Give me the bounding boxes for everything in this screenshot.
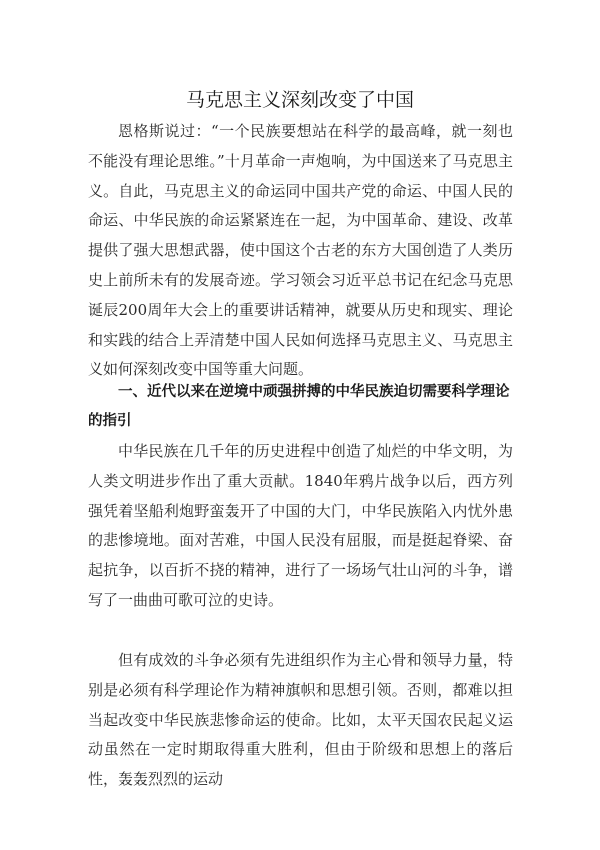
paragraph-struggle: 但有成效的斗争必须有先进组织作为主心骨和领导力量，特别是必须有科学理论作为精神旗帜和思想引领。否则，都难以担当起改变中华民族悲惨命运的使命。比如，太平天国农民起义运动虽然在一定时期取得重大胜利，但由于阶级和思想上的落后性，轰轰烈烈的运动 [88,651,513,789]
document-title: 马克思主义深刻改变了中国 [185,89,414,111]
paragraph-history: 中华民族在几千年的历史进程中创造了灿烂的中华文明，为人类文明进步作出了重大贡献。1840年鸦片战争以后，西方列强凭着坚船利炮野蛮轰开了中国的大门，中华民族陷入内忧外患的悲惨境地。面对苦难，中国人民没有屈服，而是挺起脊梁、奋起抗争，以百折不挠的精神，进行了一场场气壮山河的斗争，谱写了一曲曲可歌可泣的史诗。 [88,442,513,609]
section-heading-1: 一、近代以来在逆境中顽强拼搏的中华民族迫切需要科学理论的指引 [88,384,510,429]
paragraph-intro: 恩格斯说过：“一个民族要想站在科学的最高峰，就一刻也不能没有理论思维。”十月革命一声炮响，为中国送来了马克思主义。自此，马克思主义的命运同中国共产党的命运、中国人民的命运、中华民族的命运紧紧连在一起，为中国革命、建设、改革提供了强大思想武器，使中国这个古老的东方大国创造了人类历史上前所未有的发展奇迹。学习领会习近平总书记在纪念马克思诞辰200周年大会上的重要讲话精神，就要从历史和现实、理论和实践的结合上弄清楚中国人民如何选择马克思主义、马克思主义如何深刻改变中国等重大问题。 [88,122,513,379]
